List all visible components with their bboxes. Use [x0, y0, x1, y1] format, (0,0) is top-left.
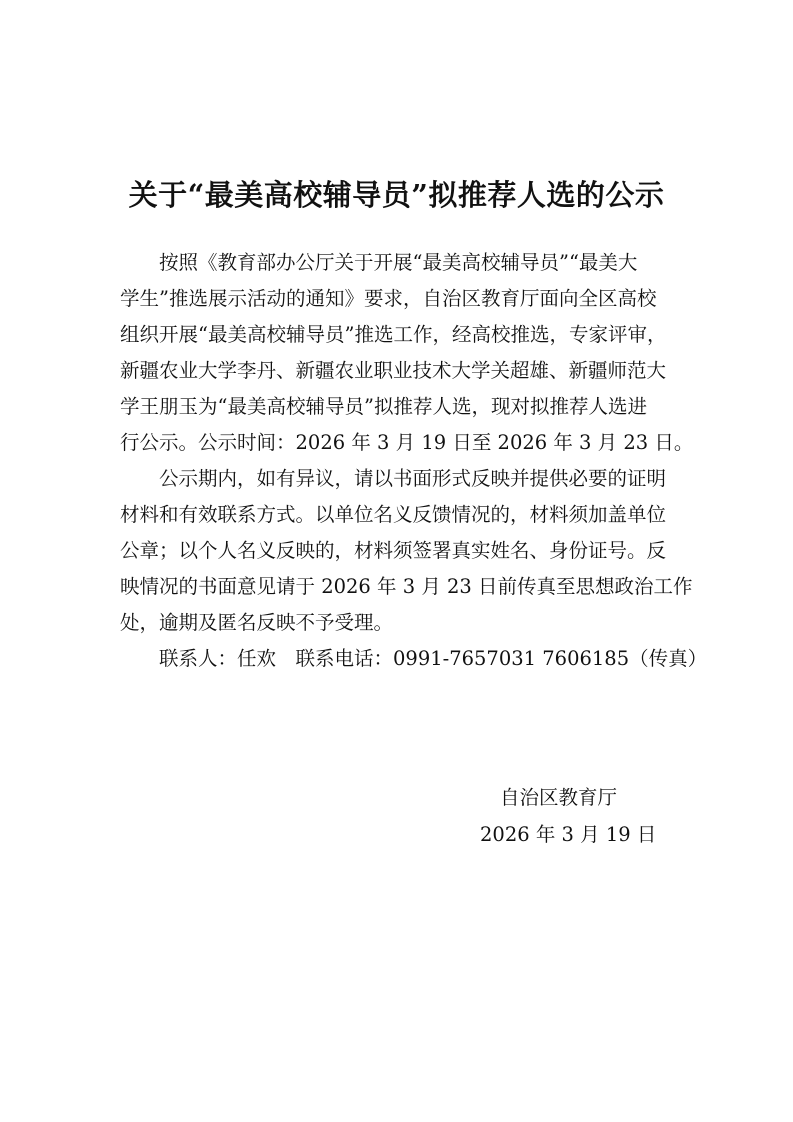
paragraph-line: 学生”推选展示活动的通知》要求，自治区教育厅面向全区高校 [120, 287, 657, 310]
contact-line: 联系人：任欢 联系电话：0991-7657031 7606185（传真） [159, 647, 708, 670]
paragraph-announcement [120, 245, 700, 461]
paragraph-line: 公章；以个人名义反映的，材料须签署真实姓名、身份证号。反 [120, 539, 667, 562]
paragraph-line: 映情况的书面意见请于 2026 年 3 月 23 日前传真至思想政治工作 [120, 575, 693, 598]
paragraph-line: 学王朋玉为“最美高校辅导员”拟推荐人选，现对拟推荐人选进 [120, 395, 647, 418]
paragraph-objection [120, 461, 700, 641]
paragraph-line: 公示期内，如有异议，请以书面形式反映并提供必要的证明 [159, 467, 667, 490]
paragraph-line: 处，逾期及匿名反映不予受理。 [120, 611, 394, 634]
paragraph-line: 材料和有效联系方式。以单位名义反馈情况的，材料须加盖单位 [120, 503, 667, 526]
document-body [120, 245, 708, 677]
paragraph-line: 行公示。公示时间：2026 年 3 月 19 日至 2026 年 3 月 23 日。 [120, 431, 694, 454]
paragraph-contact [120, 641, 708, 677]
signature-organization: 自治区教育厅 [500, 786, 618, 809]
paragraph-line: 按照《教育部办公厅关于开展“最美高校辅导员”“最美大 [159, 251, 638, 274]
document-title: 关于“最美高校辅导员”拟推荐人选的公示 [128, 178, 665, 212]
paragraph-line: 组织开展“最美高校辅导员”推选工作，经高校推选，专家评审， [120, 323, 667, 346]
paragraph-line: 新疆农业大学李丹、新疆农业职业技术大学关超雄、新疆师范大 [120, 359, 667, 382]
signature-date: 2026 年 3 月 19 日 [480, 823, 657, 846]
